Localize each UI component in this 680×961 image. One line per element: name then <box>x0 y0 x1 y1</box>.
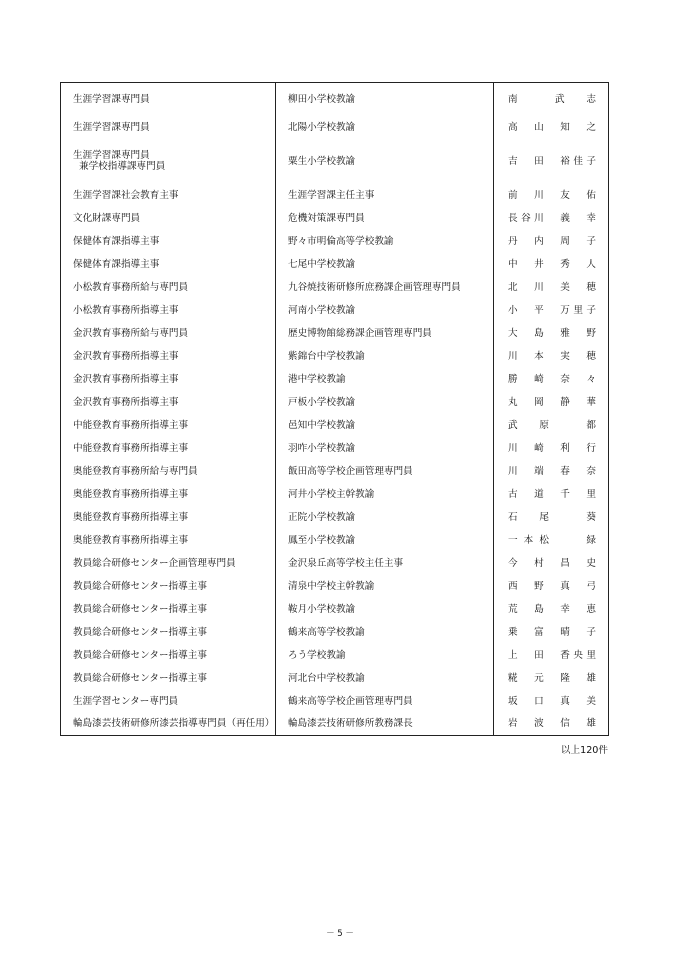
new-position-cell <box>61 368 276 391</box>
table-row <box>61 230 609 253</box>
new-position: 小松教育事務所給与専門員 <box>73 281 189 293</box>
new-position-cell <box>61 529 276 552</box>
previous-position: 野々市明倫高等学校教諭 <box>276 230 494 253</box>
new-position: 保健体育課指導主事 <box>73 235 160 247</box>
previous-position: 輪島漆芸技術研修所教務課長 <box>276 713 494 736</box>
table-row <box>61 184 609 207</box>
new-position-cell <box>61 345 276 368</box>
new-position: 生涯学習課専門員 <box>73 150 150 161</box>
new-position-cell <box>61 552 276 575</box>
new-position-cell <box>61 713 276 736</box>
person-name: 中 井 秀 人 <box>494 253 609 276</box>
new-position-cell <box>61 621 276 644</box>
table-row <box>61 575 609 598</box>
new-position-cell <box>61 414 276 437</box>
previous-position: 九谷焼技術研修所庶務課企画管理専門員 <box>276 276 494 299</box>
previous-position: 鶴来高等学校企画管理専門員 <box>276 690 494 713</box>
new-position: 生涯学習課専門員 <box>73 93 150 105</box>
table-row <box>61 345 609 368</box>
person-name: 乗 富 晴 子 <box>494 621 609 644</box>
table-row <box>61 483 609 506</box>
previous-position: 河北台中学校教諭 <box>276 667 494 690</box>
previous-position: 鞍月小学校教諭 <box>276 598 494 621</box>
new-position: 教員総合研修センター指導主事 <box>73 603 207 615</box>
new-position-cell <box>61 575 276 598</box>
person-name: 大 島 雅 野 <box>494 322 609 345</box>
table-row <box>61 391 609 414</box>
table-row <box>61 299 609 322</box>
personnel-table <box>60 82 609 736</box>
table-row <box>61 713 609 736</box>
table-row <box>61 621 609 644</box>
person-name: 高 山 知 之 <box>494 116 609 139</box>
total-count-note: 以上120件 <box>560 745 608 756</box>
previous-position: ろう学校教諭 <box>276 644 494 667</box>
new-position-cell <box>61 184 276 207</box>
new-position: 奥能登教育事務所給与専門員 <box>73 465 198 477</box>
new-position-cell <box>61 690 276 713</box>
new-position-cell <box>61 483 276 506</box>
page-number: － 5 － <box>326 929 354 939</box>
person-name: 小 平 万里子 <box>494 299 609 322</box>
person-name: 上 田 香央里 <box>494 644 609 667</box>
table-row <box>61 276 609 299</box>
new-position-cell <box>61 230 276 253</box>
person-name: 古 道 千 里 <box>494 483 609 506</box>
new-position: 奥能登教育事務所指導主事 <box>73 511 189 523</box>
previous-position: 清泉中学校主幹教諭 <box>276 575 494 598</box>
new-position-cell <box>61 506 276 529</box>
person-name: 南 武 志 <box>494 83 609 116</box>
person-name: 西 野 真 弓 <box>494 575 609 598</box>
table-row <box>61 139 609 184</box>
person-name: 糀 元 隆 雄 <box>494 667 609 690</box>
table-row <box>61 598 609 621</box>
previous-position: 粟生小学校教諭 <box>276 139 494 184</box>
table-row <box>61 322 609 345</box>
concurrent-position: 兼学校指導課専門員 <box>79 161 166 172</box>
new-position-cell <box>61 391 276 414</box>
previous-position: 港中学校教諭 <box>276 368 494 391</box>
person-name: 前 川 友 佑 <box>494 184 609 207</box>
previous-position: 飯田高等学校企画管理専門員 <box>276 460 494 483</box>
new-position: 金沢教育事務所指導主事 <box>73 350 179 362</box>
person-name: 吉 田 裕佳子 <box>494 139 609 184</box>
table-row <box>61 667 609 690</box>
previous-position: 紫錦台中学校教諭 <box>276 345 494 368</box>
new-position: 小松教育事務所指導主事 <box>73 304 179 316</box>
previous-position: 正院小学校教諭 <box>276 506 494 529</box>
person-name: 今 村 昌 史 <box>494 552 609 575</box>
new-position: 中能登教育事務所指導主事 <box>73 442 189 454</box>
new-position: 教員総合研修センター指導主事 <box>73 649 207 661</box>
new-position-cell <box>61 207 276 230</box>
table-row <box>61 207 609 230</box>
previous-position: 金沢泉丘高等学校主任主事 <box>276 552 494 575</box>
new-position-cell <box>61 299 276 322</box>
new-position: 保健体育課指導主事 <box>73 258 160 270</box>
previous-position: 歴史博物館総務課企画管理専門員 <box>276 322 494 345</box>
person-name: 武 原 都 <box>494 414 609 437</box>
previous-position: 生涯学習課主任主事 <box>276 184 494 207</box>
previous-position: 戸板小学校教諭 <box>276 391 494 414</box>
previous-position: 七尾中学校教諭 <box>276 253 494 276</box>
table-row <box>61 644 609 667</box>
new-position-cell <box>61 437 276 460</box>
table-row <box>61 116 609 139</box>
table-row <box>61 414 609 437</box>
new-position-cell <box>61 644 276 667</box>
new-position: 教員総合研修センター指導主事 <box>73 672 207 684</box>
new-position: 生涯学習課専門員 <box>73 121 150 133</box>
new-position: 金沢教育事務所指導主事 <box>73 396 179 408</box>
person-name: 一本松 緑 <box>494 529 609 552</box>
new-position-cell <box>61 667 276 690</box>
new-position-cell <box>61 322 276 345</box>
person-name: 荒 島 幸 恵 <box>494 598 609 621</box>
new-position-cell <box>61 116 276 139</box>
person-name: 石 尾 葵 <box>494 506 609 529</box>
person-name: 岩 波 信 雄 <box>494 713 609 736</box>
person-name: 丹 内 周 子 <box>494 230 609 253</box>
person-name: 丸 岡 静 華 <box>494 391 609 414</box>
person-name: 川 本 実 穂 <box>494 345 609 368</box>
new-position-cell <box>61 598 276 621</box>
previous-position: 柳田小学校教諭 <box>276 83 494 116</box>
new-position: 輪島漆芸技術研修所漆芸指導専門員（再任用） <box>73 718 275 730</box>
previous-position: 危機対策課専門員 <box>276 207 494 230</box>
person-name: 勝 崎 奈 々 <box>494 368 609 391</box>
table-row <box>61 368 609 391</box>
new-position-cell <box>61 139 276 184</box>
new-position: 生涯学習センター専門員 <box>73 695 179 707</box>
table-row <box>61 83 609 116</box>
new-position: 中能登教育事務所指導主事 <box>73 419 189 431</box>
new-position: 金沢教育事務所指導主事 <box>73 373 179 385</box>
new-position: 生涯学習課社会教育主事 <box>73 189 179 201</box>
new-position: 金沢教育事務所給与専門員 <box>73 327 189 339</box>
table-row <box>61 437 609 460</box>
person-name: 長谷川 義 幸 <box>494 207 609 230</box>
table-row <box>61 552 609 575</box>
previous-position: 河井小学校主幹教諭 <box>276 483 494 506</box>
table-row <box>61 506 609 529</box>
new-position-cell <box>61 83 276 116</box>
person-name: 坂 口 真 美 <box>494 690 609 713</box>
new-position: 奥能登教育事務所指導主事 <box>73 534 189 546</box>
table-row <box>61 253 609 276</box>
previous-position: 鶴来高等学校教諭 <box>276 621 494 644</box>
new-position: 奥能登教育事務所指導主事 <box>73 488 189 500</box>
table-row <box>61 529 609 552</box>
new-position-cell <box>61 276 276 299</box>
previous-position: 鳳至小学校教諭 <box>276 529 494 552</box>
new-position: 文化財課専門員 <box>73 212 141 224</box>
table-row <box>61 460 609 483</box>
previous-position: 邑知中学校教諭 <box>276 414 494 437</box>
person-name: 北 川 美 穂 <box>494 276 609 299</box>
new-position-cell <box>61 253 276 276</box>
person-name: 川 崎 利 行 <box>494 437 609 460</box>
previous-position: 河南小学校教諭 <box>276 299 494 322</box>
person-name: 川 端 春 奈 <box>494 460 609 483</box>
personnel-table-body <box>61 83 609 736</box>
previous-position: 羽咋小学校教諭 <box>276 437 494 460</box>
new-position: 教員総合研修センター企画管理専門員 <box>73 557 236 569</box>
new-position-cell <box>61 460 276 483</box>
new-position: 教員総合研修センター指導主事 <box>73 626 207 638</box>
table-row <box>61 690 609 713</box>
new-position: 教員総合研修センター指導主事 <box>73 580 207 592</box>
previous-position: 北陽小学校教諭 <box>276 116 494 139</box>
